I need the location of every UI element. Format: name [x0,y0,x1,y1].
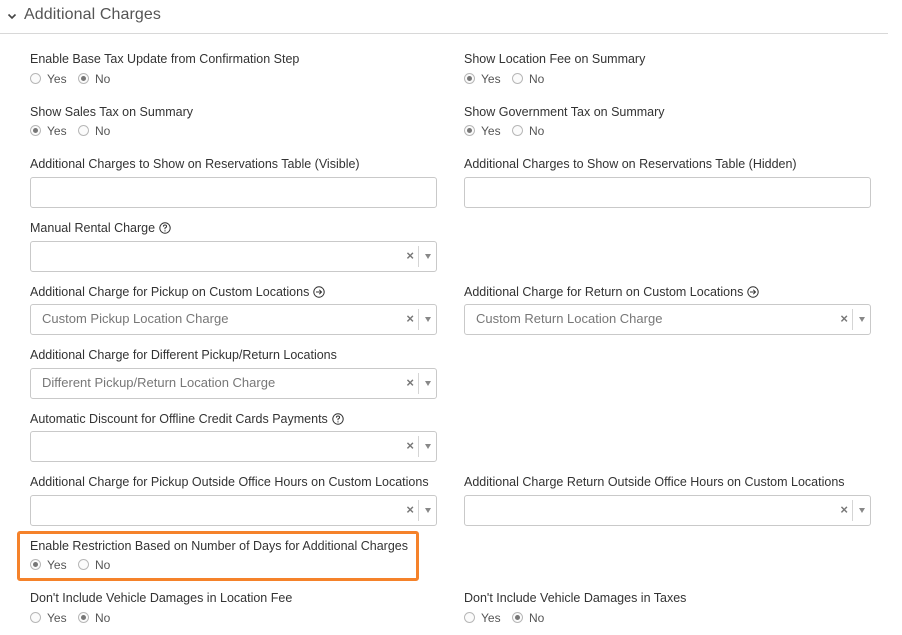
clear-icon[interactable]: × [406,438,414,453]
caret-down-icon[interactable] [859,508,865,513]
gov-tax-label: Show Government Tax on Summary [464,105,665,119]
different-locations-label: Additional Charge for Different Pickup/Return Locations [30,348,337,362]
charges-visible-input[interactable] [30,177,437,208]
section-header[interactable] [0,0,888,34]
clear-icon[interactable]: × [406,375,414,390]
select-divider [418,436,419,457]
select-divider [852,309,853,330]
pickup-outside-select[interactable] [30,495,437,526]
manual-rental-label [30,221,171,235]
select-divider [418,500,419,521]
damages-taxes-label: Don't Include Vehicle Damages in Taxes [464,591,687,605]
return-custom-label-text: Additional Charge for Return on Custom Locations [464,285,744,299]
caret-down-icon[interactable] [425,444,431,449]
return-custom-value: Custom Return Location Charge [476,311,663,326]
select-divider [418,309,419,330]
pickup-custom-label-text: Additional Charge for Pickup on Custom Locations [30,285,310,299]
help-circle-icon[interactable] [159,222,171,234]
charges-hidden-input[interactable] [464,177,871,208]
caret-down-icon[interactable] [425,508,431,513]
select-divider [418,246,419,267]
auto-discount-select[interactable] [30,431,437,462]
charges-hidden-label: Additional Charges to Show on Reservations Table (Hidden) [464,157,797,171]
clear-icon[interactable]: × [406,311,414,326]
manual-rental-select[interactable] [30,241,437,272]
restriction-days-label: Enable Restriction Based on Number of Days for Additional Charges [30,539,408,553]
return-outside-label: Additional Charge Return Outside Office Hours on Custom Locations [464,475,845,489]
pickup-custom-select[interactable] [30,304,437,335]
location-fee-label: Show Location Fee on Summary [464,52,646,66]
caret-down-icon[interactable] [425,317,431,322]
arrow-circle-right-icon[interactable] [747,286,759,298]
different-locations-select[interactable] [30,368,437,399]
damages-location-label: Don't Include Vehicle Damages in Location Fee [30,591,293,605]
return-custom-select[interactable] [464,304,871,335]
charges-visible-label: Additional Charges to Show on Reservations Table (Visible) [30,157,360,171]
section-title: Additional Charges [24,6,161,23]
clear-icon[interactable]: × [406,248,414,263]
caret-down-icon[interactable] [859,317,865,322]
caret-down-icon[interactable] [425,254,431,259]
caret-down-icon[interactable] [425,381,431,386]
select-divider [852,500,853,521]
base-tax-label: Enable Base Tax Update from Confirmation Step [30,52,300,66]
arrow-circle-right-icon[interactable] [313,286,325,298]
pickup-outside-label: Additional Charge for Pickup Outside Office Hours on Custom Locations [30,475,429,489]
auto-discount-label [30,412,344,426]
auto-discount-label-text: Automatic Discount for Offline Credit Cards Payments [30,412,328,426]
clear-icon[interactable]: × [406,502,414,517]
return-outside-select[interactable] [464,495,871,526]
clear-icon[interactable]: × [840,311,848,326]
clear-icon[interactable]: × [840,502,848,517]
help-circle-icon[interactable] [332,413,344,425]
pickup-custom-value: Custom Pickup Location Charge [42,311,229,326]
different-locations-value: Different Pickup/Return Location Charge [42,375,276,390]
pickup-custom-label [30,285,325,299]
chevron-down-icon[interactable] [5,9,19,23]
return-custom-label [464,285,759,299]
sales-tax-label: Show Sales Tax on Summary [30,105,194,119]
select-divider [418,373,419,394]
manual-rental-label-text: Manual Rental Charge [30,221,156,235]
